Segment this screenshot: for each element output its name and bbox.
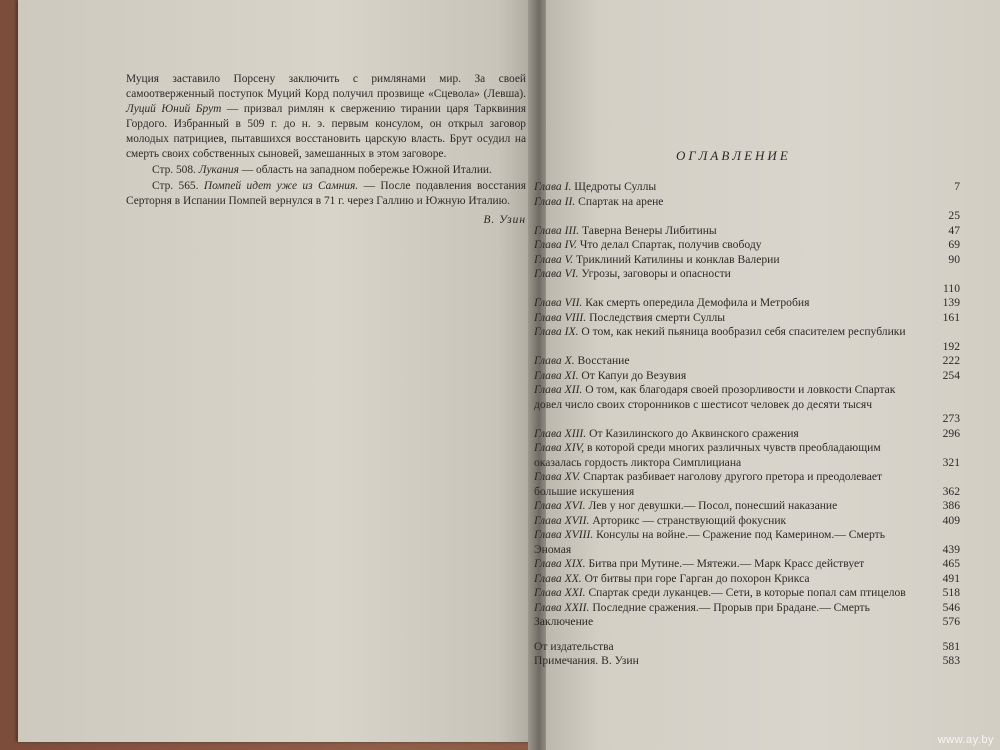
toc-page-number: 161 (942, 310, 960, 324)
toc-chapter-title: От битвы при горе Гарган до похорон Крикса (584, 571, 810, 585)
toc-chapter-number: Глава XIV, (534, 441, 585, 454)
watermark: www.ay.by (937, 734, 994, 746)
toc-chapter-title: Арторикс — странствующий фокусник (592, 513, 787, 527)
toc-chapter-number: Глава XIII. (534, 426, 587, 440)
toc-chapter-number: Глава IV. (534, 238, 577, 251)
toc-chapter-number: Глава XV. (534, 470, 581, 483)
toc-page-number: 69 (948, 238, 960, 251)
toc-chapter-number: Глава V. (534, 252, 574, 266)
toc-page-number: 576 (942, 615, 960, 628)
toc-entry-text (534, 640, 926, 655)
toc-page-number: 465 (942, 557, 960, 570)
toc-chapter-title: Восстание (577, 354, 630, 367)
toc-entry (534, 640, 960, 655)
toc-chapter-title: Последние сражения.— Прорыв при Брадане.— Смерть (592, 600, 870, 614)
toc-page-number: 7 (954, 180, 960, 193)
toc-chapter-title: Спартак разбивает наголову другого претора и преодолевает большие искушения (534, 470, 883, 498)
toc-page-number: 581 (942, 639, 960, 653)
note-text: Муция заставило Порсену заключить с римлянами мир. За своей самоотверженный поступок Муций Корд получил прозвище «Сцевола» (Левша). (126, 73, 526, 100)
toc-chapter-title: Последствия смерти Суллы (589, 310, 726, 324)
toc-entry-text (534, 654, 926, 669)
toc-entry-text (534, 427, 926, 442)
toc-chapter-title: От издательства (534, 639, 614, 653)
toc-entry (534, 195, 960, 210)
toc-entry (534, 369, 960, 384)
toc-entry-text (534, 572, 926, 587)
toc-entry (534, 412, 960, 427)
toc-page-number: 139 (942, 296, 960, 309)
toc-entry (534, 224, 960, 239)
toc-chapter-title: От Казилинского до Аквинского сражения (589, 426, 799, 440)
toc-entry (534, 296, 960, 311)
toc-entry (534, 267, 960, 282)
toc-entry (534, 253, 960, 268)
toc-chapter-title: Щедроты Суллы (574, 180, 657, 193)
notes-text (126, 72, 526, 229)
toc-page-number: 386 (942, 499, 960, 512)
toc-entry (534, 557, 960, 572)
toc-chapter-title: Консулы на войне.— Сражение под Камерином.— Смерть Эномая (534, 528, 885, 556)
toc-entry-text (534, 354, 926, 369)
toc-entry (534, 209, 960, 224)
note-text: — область на западном побережье Южной Италии. (238, 164, 492, 176)
toc-chapter-number: Глава XII. (534, 383, 583, 396)
toc-page-number: 546 (942, 600, 960, 614)
toc-chapter-number: Глава XXII. (534, 600, 590, 614)
toc-chapter-number: Глава IX. (534, 325, 579, 338)
toc-page-number: 90 (948, 252, 960, 266)
toc-chapter-number: Глава XVII. (534, 513, 590, 527)
toc-page-number: 439 (942, 542, 960, 556)
toc-entry-text (534, 499, 926, 514)
toc-page-number: 110 (943, 281, 960, 295)
toc-chapter-title: Лев у ног девушки.— Посол, понесший наказание (588, 499, 838, 512)
toc-chapter-title: Битва при Мутине.— Мятежи.— Марк Красс действует (588, 557, 865, 570)
toc-entry (534, 340, 960, 355)
toc-entry (534, 470, 960, 499)
toc-entry (534, 499, 960, 514)
toc-entry-text (534, 325, 926, 340)
toc-chapter-number: Глава XXI. (534, 586, 586, 599)
toc-entry-text (534, 470, 926, 499)
toc-chapter-number: Глава XIX. (534, 557, 586, 570)
toc-chapter-title: Таверна Венеры Либитины (582, 223, 717, 237)
toc-entry-text (534, 296, 926, 311)
toc-chapter-number: Глава VI. (534, 267, 579, 280)
toc-chapter-title: Спартак среди луканцев.— Сети, в которые попал сам птицелов (588, 586, 906, 599)
toc-chapter-number: Глава XI. (534, 368, 579, 382)
toc-entry (534, 528, 960, 557)
note-paragraph (126, 179, 526, 209)
toc-entry-text (534, 586, 926, 601)
toc-chapter-number: Глава VII. (534, 296, 583, 309)
toc-page-number: 25 (948, 209, 960, 222)
toc-entry-text (534, 615, 926, 630)
toc-chapter-title: От Капуи до Везувия (581, 368, 687, 382)
toc-chapter-title: Как смерть опередила Демофила и Метробия (585, 296, 810, 309)
toc-entry (534, 572, 960, 587)
toc-chapter-number: Глава III. (534, 223, 580, 237)
toc-page-number: 321 (942, 455, 960, 469)
toc-page-number: 254 (942, 368, 960, 382)
toc-entry-text (534, 180, 926, 195)
toc-entry-text (534, 311, 926, 326)
toc-chapter-number: Глава XVIII. (534, 528, 594, 541)
toc-entry-text (534, 238, 926, 253)
toc-entry-text (534, 224, 926, 239)
toc-entry (534, 383, 960, 412)
toc-page-number: 296 (942, 426, 960, 440)
toc-chapter-title: Триклиний Катилины и конклав Валерии (576, 252, 780, 266)
toc-chapter-title: О том, как благодаря своей прозорливости и ловкости Спартак довел число своих сторонников с шестисот человек до десяти тысяч (534, 383, 896, 411)
toc-entry-text (534, 195, 926, 210)
toc-entry (534, 615, 960, 630)
toc-chapter-title: в которой среди многих различных чувств преобладающим оказалась гордость ликтора Симплициана (534, 441, 881, 469)
toc-entry-text (534, 601, 926, 616)
toc-entry-text (534, 557, 926, 572)
toc-page-number: 583 (942, 654, 960, 667)
note-paragraph (126, 163, 526, 178)
toc-page-number: 222 (942, 354, 960, 367)
toc-chapter-title: Угрозы, заговоры и опасности (581, 267, 731, 280)
table-of-contents (534, 180, 960, 669)
note-term: Помпей идет уже из Самния. (203, 180, 359, 192)
toc-chapter-title: Примечания. В. Узин (534, 654, 639, 667)
toc-entry (534, 601, 960, 616)
note-text: Стр. 565. (152, 180, 204, 192)
toc-chapter-number: Глава XVI. (534, 499, 586, 512)
toc-chapter-number: Глава X. (534, 354, 575, 367)
note-term: Луций Юний Брут (126, 103, 222, 115)
note-text: — После подавления восстания Серторня в Испании Помпей вернулся в 71 г. через Галлию и Южную Италию. (126, 180, 526, 207)
toc-page-number: 192 (942, 339, 960, 353)
toc-chapter-title: Спартак на арене (578, 194, 664, 208)
toc-page-number: 47 (948, 223, 960, 237)
toc-chapter-number: Глава II. (534, 194, 576, 208)
toc-page-number: 409 (942, 513, 960, 527)
toc-entry (534, 180, 960, 195)
toc-entry-text (534, 267, 926, 282)
toc-entry-text (534, 528, 926, 557)
toc-entry (534, 427, 960, 442)
toc-page-number: 518 (942, 586, 960, 599)
toc-entry (534, 354, 960, 369)
toc-chapter-number: Глава XX. (534, 571, 582, 585)
toc-title: ОГЛАВЛЕНИЕ (676, 148, 791, 163)
toc-entry (534, 654, 960, 669)
toc-page-number: 362 (942, 484, 960, 498)
toc-spacer (534, 630, 960, 640)
toc-page-number: 491 (942, 571, 960, 585)
toc-entry (534, 238, 960, 253)
toc-page-number: 273 (942, 412, 960, 425)
toc-entry (534, 311, 960, 326)
toc-chapter-title: Что делал Спартак, получив свободу (579, 238, 762, 251)
note-term: Лукания (198, 164, 239, 176)
toc-chapter-number: Глава VIII. (534, 310, 587, 324)
toc-entry (534, 514, 960, 529)
toc-entry-text (534, 383, 926, 412)
toc-entry (534, 282, 960, 297)
note-paragraph (126, 72, 526, 162)
toc-chapter-title: Заключение (534, 615, 594, 628)
toc-chapter-number: Глава I. (534, 180, 572, 193)
toc-entry (534, 586, 960, 601)
toc-chapter-title: О том, как некий пьяница вообразил себя спасителем республики (581, 325, 906, 338)
toc-entry-text (534, 514, 926, 529)
toc-entry-text (534, 253, 926, 268)
toc-entry (534, 325, 960, 340)
toc-entry-text (534, 369, 926, 384)
signature: В. Узин (483, 214, 526, 226)
note-text: Стр. 508. (152, 164, 199, 176)
note-text: — призвал римлян к свержению тирании царя Тарквиния Гордого. Избранный в 509 г. до н. э. первым консулом, он открыл заговор молодых патрициев, пытавшихся восстановить царскую власть. Брут осудил на смерть своих собственных сыновей, замешанных в этом заговоре. (126, 103, 526, 160)
toc-entry (534, 441, 960, 470)
left-page (18, 0, 540, 742)
toc-entry-text (534, 441, 926, 470)
